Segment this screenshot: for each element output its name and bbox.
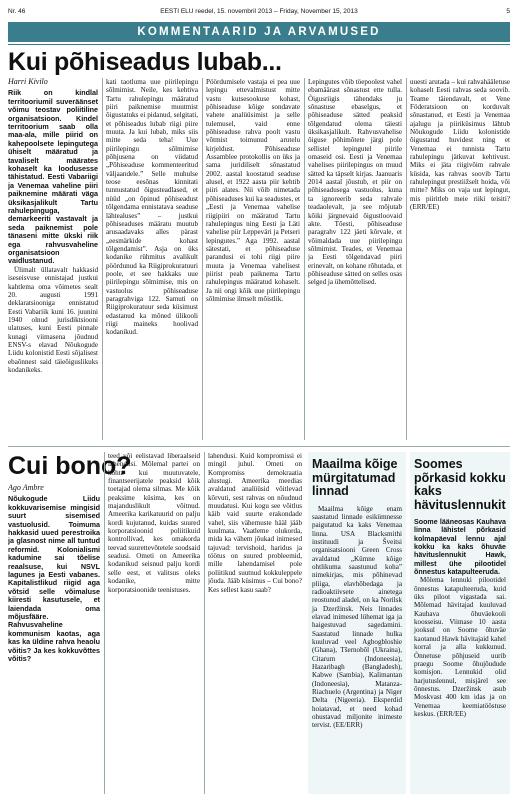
column-divider <box>406 78 407 440</box>
article2-column-1 <box>8 484 100 794</box>
article1-headline: Kui põhiseadus lubab... <box>8 48 282 76</box>
article1-author: Harri Kivilo <box>8 78 48 86</box>
article4-text: Mõlema lennuki pilootidel õnnestus katapulteeruda, kuid üks piloot vigastada sai. Mõlemad hävitajad kuuluvad Kauhava õhuväekooli koosseisu. Viimase 10 aasta jooksul on Soome õhuväe kaotanud Hawk hävitajaid kahel korral ja alla kukkunud. Õnnetuse põhjuseid uurib praegu Soome õhujõudude komisjon. Lennukid olid harjutuslennul, misjärel see õnnestus. Dzeržinsk asub Moskvast 400 km idas ja on Venemaa keemiatööstuse keskus. (ERR/EE) <box>414 576 506 718</box>
article1-column-2 <box>106 78 198 440</box>
page-header <box>8 6 510 16</box>
column-divider <box>104 452 105 794</box>
header-date: EESTI ELU reedel, 15. novembril 2013 – Friday, November 15, 2013 <box>160 7 358 15</box>
article1-text: Ülimalt üllatavalt hakkasid iseseisvuse ennistajad justkui kahtlema oma võimetes sealt 20. augusti 1991 deklaratsiooniga ennistatud Eesti Vabariik kuni 16. juunini 1940 olnud jurisdiktsiooni ulatuses, kuni Eesti pinnale kunagi viimasena jõudnud ENSV-s elavad Nõukogude Liidu kolonistid Eesti sõjalisest ebaõnnest said täieõiguslikuks kodanikeks. <box>8 265 98 374</box>
article2-text: teed või eelistavad liberaalseid lahendusi. Mõlemal partei on kohta kui muutuvatele, finantseerijatele peaksid kõik toetajad olema silmas. Me kõik peaksime küsima, kes on majanduslikult võitnud. Ameerika karikatuurid on palju kordi kujutanud, kuidas suured korporatsioonid poliitikuid kontrollivad, kes omakorda teevad suurettevõtetele soodsaid seadusi. Ometi on Ameerika kodanikud seisnud palju kordi selle eest, et valitsus oleks kodanike, mitte korporatsioonide teenistuses. <box>108 452 200 594</box>
article4-headline: Soomes põrkasid kokku kaks hävituslennukit <box>414 457 506 512</box>
article1-column-1 <box>8 78 98 440</box>
article3-box <box>308 452 406 794</box>
article2-column-3 <box>208 452 302 794</box>
issue-number: Nr. 46 <box>8 7 26 15</box>
article3-headline: Maailma kõige mürgitatumad linnad <box>312 457 398 498</box>
article2-text: lahendusi. Kuid kompromissi ei mingil juhul. Ometi on Kompromiss demokraatia alustugi. Ameerika meedias avaldatud analüüsid võitlevad kõrvuti, sest rahvas on nõudnud muudatusi. Kui kogu see võitlus käib vaid suurte erakondade vahel, siis vähemuste hääl jääb kuulmata. Vaatleme olukorda, mida ka vähem jõukad inimesed tajuvad: tervishoid, haridus ja töötus on suured probleemid, mille lahendamisel pole poliitikud suutnud kokkuleppele jõuda. Jääb küsimus – Cui bono? Kes sellest kasu saab? <box>208 452 302 594</box>
article1-text: Lepingutes võib töepoolest vahel ebamäärast sõnastust ette tulla. Õigusriigis tähendaks ju sõnastuse ebaselgus, et põhiseaduse sätted peaksid tõlgendatud olema täiesti üksikasjalikult. Rahvusvahelise õiguse põhimõtete järgi pole sellistel lepingutel piirile omaseid osi. Eesti ja Venemaa vahelises piirilepingus on muud sätted ka täpselt kirjas. Jaanuaris 2014 aastal jõustub, et piir on põhiseadusega vastuolus, kuna ta ignoreerib seda rahvale teadaolevalt, ja see mõjutab kõiki järgnevaid õigustloovaid akte. Tõesti, põhiseaduse paragrahv 122 jäeti kõrvale, et võimaldada uue piirilepingu sõlmimist. Teades, et Venemaa ja Eesti tõlgendavad piiri erinevalt, on kohane rõhutada, et põhiseaduse sätted on selles osas selged ja ühemõttelised. <box>308 78 402 287</box>
article2-author: Ago Ambre <box>8 484 44 492</box>
article1-column-4 <box>308 78 402 440</box>
article1-lead: Riik on kindlal territooriumil suveräänset võimu teostav poliitiline organisatsioon. Kindel territoorium saab olla maa-ala, mille piirid on kahepoolsete lepingutega ühiselt määratud ja tavaliselt määrates kohaselt ka loodusesse tähistatud. Eesti Vabariigi ja Venemaa vaheline piiri paiknemine määrati väga üksikasjalikult Tartu rahulepinguga, demarkeeriti vastavalt ja seda paiknemist pole tänaseni mitte ükski riik ega rahvusvaheline organisatsioon vaidlustanud. <box>8 88 98 266</box>
column-divider <box>204 452 205 794</box>
article3-text: Maailma kõige enam saastatud linnade esikümnesse paigutatud ka kaks Venemaa linna. USA Blacksmithi instituudi ja Šveitsi organisatsiooni Green Cross avaldatud „Kümne kõige ohtlikuma saastunud koha” nimekirjas, mis põhinevad pliiga, elavhõbedaga ja radioaktiivsete ainetega reostunud aladel, on ka Norilsk ja Dzeržinsk. Neis linnades elavad inimesed lühemat iga ja haigestuvad sagedamini. Saastatud linnade hulka kuuluvad veel Agbogbloshie (Ghana), Tšernobõl (Ukraina), Citarum (Indoneesia), Hazaribagh (Bangladesh), Kabwe (Sambia), Kalimantan (Indoneesia), Matanza-Riachuelo (Argentina) ja Niger Delta (Nigeeria). Eksperdid hoiatavad, et need kohad ohustavad miljonite inimeste tervist. (EE/ERR) <box>312 504 402 730</box>
article4-lead: Soome lääneosas Kauhava linna lähistel põrkasid kolmapäeval lennu ajal kokku ka kaks õhuväe hävituslennukit Hawk, millest ühe pilootidel õnnestus katapulteeruda. <box>414 518 506 577</box>
article1-text: uuesti arutada – kui rahvahääletuse kohaselt Eesti rahvas seda soovib. Teame täiendavalt, et Vene Föderatsioon on korduvalt sõnastanud, et Eesti ja Venemaa ajalugu ja piiriküsimus lähtub Nõukogude Liidu kolonistide õigustatud huvidest ning et Venemaa ei tunnista Tartu rahulepingu jätkuvat kehtivust. Miks ei jäta riigivõim rahvale küsida, kas rahvas soovib Tartu rahulepingut prestiižselt hoida, või mitte? Miks on vaja uut lepingut, mis piiritleb meie riiki teisiti? (ERR/EE) <box>410 78 510 212</box>
article4-box <box>410 452 510 794</box>
article2-headline: Cui bono? <box>8 452 132 480</box>
page-number: 5 <box>506 7 510 15</box>
column-divider <box>304 78 305 440</box>
article2-column-2 <box>108 452 200 794</box>
article2-lead: Nõukogude Liidu kokkuvarisemise mingisid suurt sisemised vastuolusid. Toimuma hakkasid uued perestroika ja glasnost nime all tuntud reformid. Kolonialismi kadumine sai tõelise reaalsuse, kui NSVL lagunes ja Eesti vabanes. Kapitalistlikud riigid aga võtsid selle võimaluse kiiresti kasutusele, et laiendada oma mõjusfääre. Rahvusvaheline kommunism kaotas, aga kas ka üldine rahva heaolu võitis? Ja kes kokkuvõttes võitis? <box>8 494 100 664</box>
section-divider <box>8 446 510 447</box>
column-divider <box>202 78 203 440</box>
article1-text: kati taotluma uue piirilepingu sõlmimist. Neile, kes kehtiva Tartu rahulepingu määratud piiri paiknemise muutmist õigustatuks ei pidanud, selgitati, et põhiseadus lubab riigi piire muuta. Ja kui lubab, miks siis mitte seda teha! Uue piirilepingu sõlmimise põhjusena on viidatud „Põhiseaduse kommenteeritud väljaandele.” Selle muhulse teose eesõnas kinnitati tunnustatud õigusteadlased, et nüüd „on õpinud põhiseadust tõlgendama ennistatava seaduse lähtealuses” – justkui põhiseaduses määratu muutub arusaadavaks alles pärast „eesmärkide kohast tõlgendamist”. Asja on üks kodanike rühmitus avalikult pöördunud ka Riigiprokuratuuri poole, et see hakkaks uue piirilepingu sõlmimise, mis on vastuolus põhiseaduse paragrahviga 122. Samuti on Riigiprokuratuur seda küsimust edastanud ka mõned ülikooli riigi maineks hoolivad kodanikud. <box>106 78 198 337</box>
column-divider <box>102 78 103 440</box>
section-banner: KOMMENTAARID JA ARVAMUSED <box>8 22 510 42</box>
article1-column-5 <box>410 78 510 440</box>
section-banner-rule <box>8 44 510 45</box>
article1-text: Pöördumisele vastaja ei pea uue lepingu ettevalmistust mitte vastu kutsesookuse kohast, põhiseaduse kõige sondavate vahete analüüsimist ja selle tulemusel, vaid enne põhiseaduse rahva poolt vastu võtmist toimunud arutelu kirjeldust. Põhiseaduse Assamblee protokollis on üks ja sama juridiliselt sõnastatud 2002. aastal koostatud seaduse alusel, et 1922 aasta piir kehtib piiri alates. Nii võib nimetada põhiseaduses kui ka seadustes, et „Eesti ja Venemaa vahelise riigipiiri on määratud Tartu rahulepingus ning Eesti ja Läti vahelise piir Leppeväri ja Petseri lepingutes.” Aga 1992. aastal sätestati, et põhiseaduse parandusi ei tohi riigi piire muuta ja Venemaa vahelisest piirist peab paiknema Tartu rahulepingus määratud kohaselt. Ja nii ongi kõik uue piirilepingu sõlmimise ilmselt mõistlik. <box>206 78 300 303</box>
article1-column-3 <box>206 78 300 440</box>
